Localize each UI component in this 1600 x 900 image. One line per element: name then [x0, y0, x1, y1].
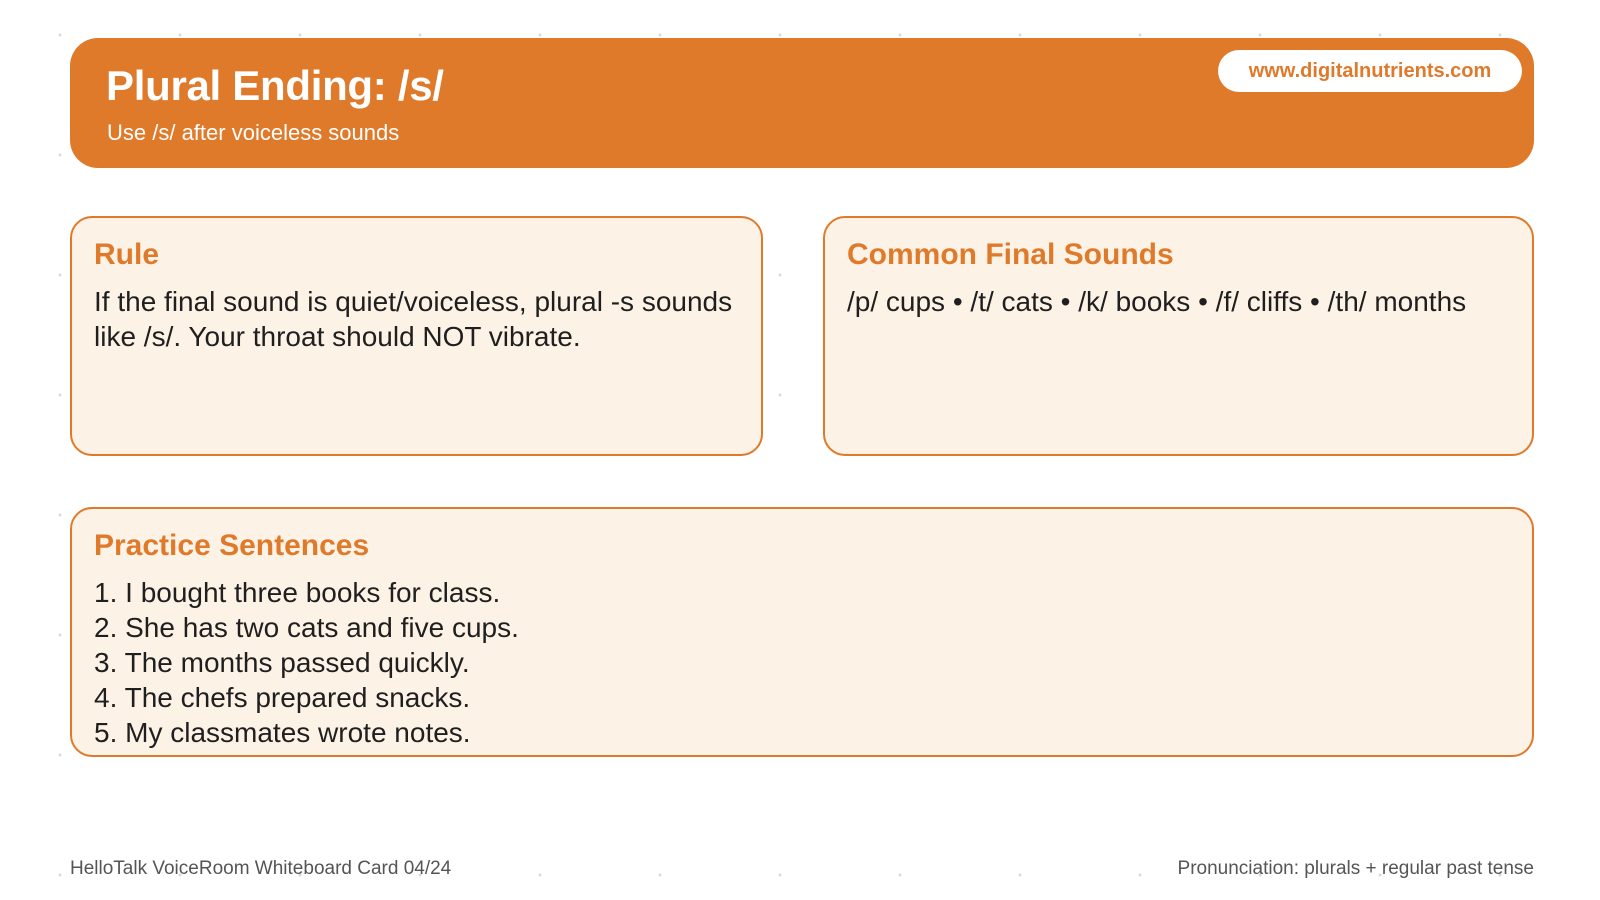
practice-sentences-card — [70, 507, 1534, 757]
page-title: Plural Ending: /s/ — [106, 62, 444, 109]
rule-card — [70, 216, 763, 456]
page-subtitle: Use /s/ after voiceless sounds — [107, 120, 400, 145]
footer-card-label: HelloTalk VoiceRoom Whiteboard Card 04/24 — [70, 858, 452, 879]
practice-sentence-list — [94, 575, 1510, 750]
practice-sentence: 3. The months passed quickly. — [94, 647, 470, 678]
sounds-card-body: /p/ cups • /t/ cats • /k/ books • /f/ cliffs • /th/ months — [847, 286, 1467, 317]
common-final-sounds-card — [823, 216, 1534, 456]
header-banner — [70, 38, 1534, 168]
practice-sentence: 5. My classmates wrote notes. — [94, 717, 471, 748]
footer-topic-label: Pronunciation: plurals + regular past tense — [1177, 858, 1534, 879]
practice-sentence: 1. I bought three books for class. — [94, 577, 501, 608]
rule-card-title: Rule — [94, 238, 160, 271]
sounds-card-title: Common Final Sounds — [847, 238, 1174, 271]
rule-card-body: If the final sound is quiet/voiceless, plural -s sounds like /s/. Your throat should NOT vibrate. — [94, 286, 733, 352]
practice-card-title: Practice Sentences — [94, 529, 370, 562]
website-link[interactable]: www.digitalnutrients.com — [1218, 50, 1522, 92]
practice-sentence: 2. She has two cats and five cups. — [94, 612, 519, 643]
practice-sentence: 4. The chefs prepared snacks. — [94, 682, 471, 713]
